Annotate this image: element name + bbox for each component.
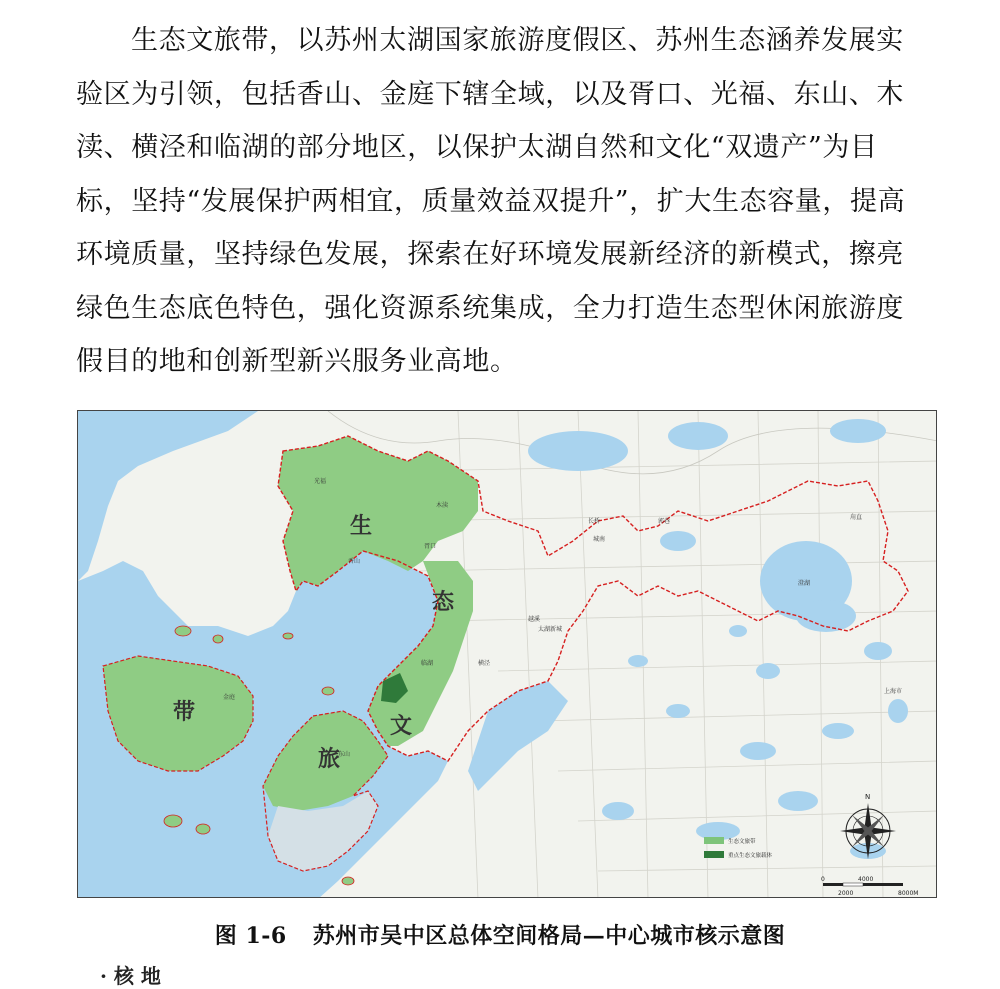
paragraph-line: 假目的地和创新型新兴服务业高地。 bbox=[76, 346, 518, 377]
place-label: 东山 bbox=[338, 751, 351, 758]
zone-char: 生 bbox=[350, 513, 373, 539]
figure-number: 图 1-6 bbox=[214, 923, 287, 949]
place-label: 木渎 bbox=[436, 502, 449, 509]
place-label: 郭巷 bbox=[658, 518, 671, 525]
zone-char: 文 bbox=[390, 713, 413, 739]
spatial-map bbox=[77, 410, 937, 898]
scale-tick: 4000 bbox=[858, 876, 874, 883]
compass-north-label: N bbox=[865, 793, 871, 801]
cut-off-heading: · 核 地 bbox=[100, 964, 161, 988]
zone-char: 态 bbox=[432, 589, 455, 615]
place-label: 长桥 bbox=[588, 518, 601, 525]
paragraph-line: 渎、横泾和临湖的部分地区，以保护太湖自然和文化“双遗产”为目 bbox=[76, 132, 878, 163]
place-label: 香山 bbox=[348, 558, 361, 565]
place-label: 上海市 bbox=[884, 688, 903, 695]
place-label: 澄湖 bbox=[798, 580, 811, 587]
legend-label-key: 重点生态文旅载体 bbox=[728, 853, 773, 859]
zone-char: 旅 bbox=[318, 746, 341, 772]
place-label: 越溪 bbox=[528, 616, 541, 623]
place-label: 城南 bbox=[593, 536, 606, 543]
scale-tick: 2000 bbox=[838, 890, 854, 897]
place-label: 胥口 bbox=[424, 543, 437, 550]
place-label: 太湖新城 bbox=[538, 626, 563, 633]
paragraph-line: 生态文旅带，以苏州太湖国家旅游度假区、苏州生态涵养发展实 bbox=[131, 25, 904, 56]
legend-swatch-belt bbox=[704, 837, 724, 844]
paragraph-line: 验区为引领，包括香山、金庭下辖全域，以及胥口、光福、东山、木 bbox=[76, 78, 904, 110]
place-label: 光福 bbox=[314, 478, 327, 485]
body-paragraph bbox=[76, 14, 938, 389]
place-label: 金庭 bbox=[223, 694, 236, 701]
paragraph-line: 环境质量，坚持绿色发展，探索在好环境发展新经济的新模式，擦亮 bbox=[76, 239, 904, 270]
paragraph-line: 标，坚持“发展保护两相宜，质量效益双提升”，扩大生态容量，提高 bbox=[76, 185, 906, 217]
place-label: 临湖 bbox=[421, 660, 434, 667]
figure-caption bbox=[0, 919, 1000, 950]
scale-tick: 0 bbox=[821, 876, 825, 883]
scale-tick: 8000M bbox=[898, 890, 919, 897]
figure-title: 苏州市吴中区总体空间格局—中心城市核示意图 bbox=[312, 923, 786, 949]
place-label: 甪直 bbox=[850, 514, 863, 521]
legend-label-belt: 生态文旅带 bbox=[728, 839, 756, 845]
place-label: 横泾 bbox=[478, 660, 491, 667]
paragraph-line: 绿色生态底色特色，强化资源系统集成，全力打造生态型休闲旅游度 bbox=[76, 292, 904, 324]
legend-swatch-key bbox=[704, 851, 724, 858]
zone-char: 带 bbox=[173, 699, 196, 725]
map-canvas bbox=[78, 411, 937, 898]
